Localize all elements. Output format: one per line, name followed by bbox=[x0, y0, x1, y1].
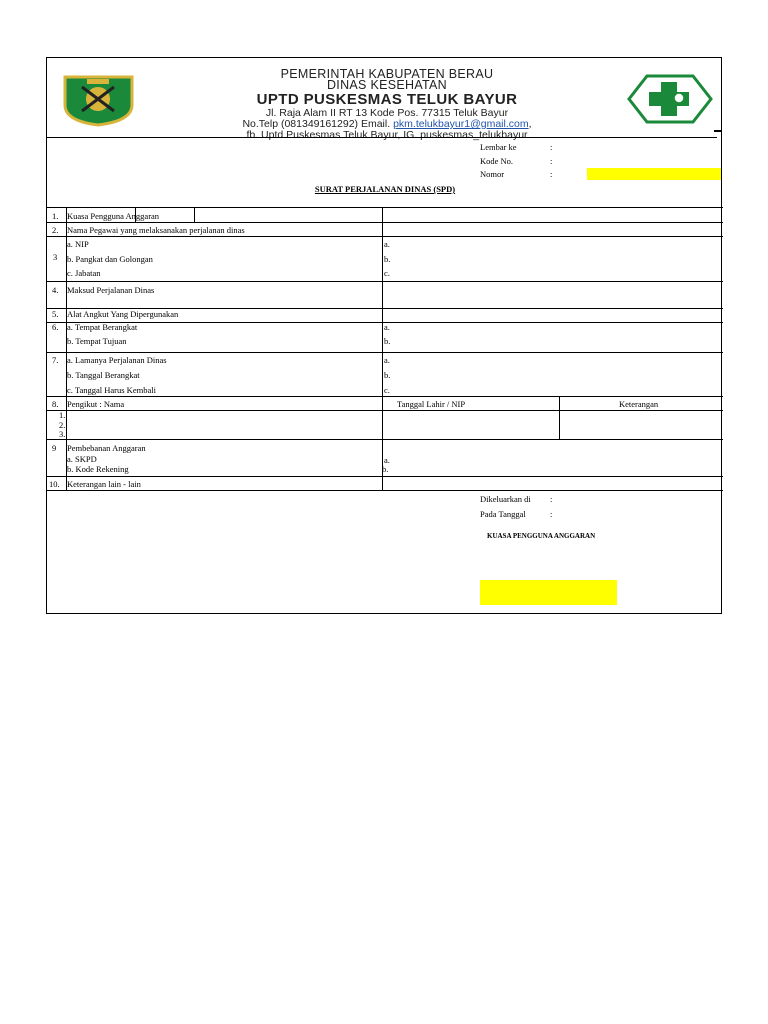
row-8-number: 8. bbox=[52, 399, 59, 409]
lembar-ke-colon: : bbox=[550, 142, 553, 152]
row-6-departure-value: a. bbox=[384, 322, 390, 332]
row-1-label: Kuasa Pengguna Anggaran bbox=[67, 211, 160, 221]
letterhead-phone: No.Telp (081349161292) Email. bbox=[242, 118, 394, 130]
row-9-label: Pembebanan Anggaran bbox=[67, 443, 146, 453]
row-5-number: 5. bbox=[52, 309, 59, 319]
row-7-duration-value: a. bbox=[384, 355, 390, 365]
row-3-pangkat-label: b. Pangkat dan Golongan bbox=[67, 254, 153, 264]
issued-date-colon: : bbox=[550, 509, 553, 519]
row-6-destination-value: b. bbox=[384, 336, 391, 346]
letterhead-department: DINAS KESEHATAN bbox=[326, 78, 448, 92]
lembar-ke-label: Lembar ke bbox=[480, 142, 517, 152]
row-9-number: 9 bbox=[52, 443, 57, 453]
kode-no-colon: : bbox=[550, 156, 553, 166]
letterhead-social: fb. Uptd Puskesmas Teluk Bayur, IG. puskesmas_telukbayur bbox=[246, 129, 528, 141]
row-3-nip-label: a. NIP bbox=[67, 239, 89, 249]
row-9-skpd-label: a. SKPD bbox=[67, 454, 97, 464]
signatory-title: KUASA PENGGUNA ANGGARAN bbox=[487, 532, 596, 540]
berau-regency-emblem-icon bbox=[57, 71, 140, 127]
row-7-duration-label: a. Lamanya Perjalanan Dinas bbox=[67, 355, 167, 365]
table-line bbox=[47, 410, 723, 411]
row-2-number: 2. bbox=[52, 225, 59, 235]
spd-form bbox=[46, 57, 722, 614]
row-10-label: Keterangan lain - lain bbox=[67, 479, 141, 489]
row-8-notes-header: Keterangan bbox=[619, 399, 659, 409]
letterhead bbox=[177, 68, 597, 141]
row-3-nip-value: a. bbox=[384, 239, 390, 249]
row-9-account-code-label: b. Kode Rekening bbox=[67, 464, 129, 474]
table-line bbox=[47, 207, 723, 208]
row-3-pangkat-value: b. bbox=[384, 254, 391, 264]
kode-no-label: Kode No. bbox=[480, 156, 514, 166]
issued-at-colon: : bbox=[550, 494, 553, 504]
row-1-number: 1. bbox=[52, 211, 59, 221]
row-7-number: 7. bbox=[52, 355, 59, 365]
row-8-follower-3: 3. bbox=[59, 429, 66, 439]
row-7-depart-date-value: b. bbox=[384, 370, 391, 380]
row-9-skpd-value: a. bbox=[384, 455, 390, 465]
table-line bbox=[47, 236, 723, 237]
row-2-label: Nama Pegawai yang melaksanakan perjalanan dinas bbox=[67, 225, 245, 235]
row-3-jabatan-label: c. Jabatan bbox=[67, 268, 101, 278]
document-title: SURAT PERJALANAN DINAS (SPD) bbox=[314, 184, 456, 194]
row-8-follower-1: 1. bbox=[59, 410, 66, 420]
row-6-destination-label: b. Tempat Tujuan bbox=[67, 336, 127, 346]
nomor-highlight-field[interactable] bbox=[587, 168, 721, 180]
row-4-number: 4. bbox=[52, 285, 59, 295]
table-col-line bbox=[194, 207, 195, 222]
row-6-departure-label: a. Tempat Berangkat bbox=[67, 322, 138, 332]
nomor-colon: : bbox=[550, 169, 553, 179]
row-8-follower-2: 2. bbox=[59, 420, 66, 430]
row-9-account-code-value: b. bbox=[382, 464, 389, 474]
table-line bbox=[47, 281, 723, 282]
header-divider-tick bbox=[714, 130, 722, 132]
table-col-line bbox=[382, 207, 383, 490]
row-7-return-date-label: c. Tanggal Harus Kembali bbox=[67, 385, 156, 395]
table-line bbox=[47, 439, 723, 440]
header-divider bbox=[47, 137, 717, 138]
nomor-label: Nomor bbox=[480, 169, 505, 179]
letterhead-institution: UPTD PUSKESMAS TELUK BAYUR bbox=[256, 91, 518, 108]
table-line bbox=[47, 490, 723, 491]
letterhead-address: Jl. Raja Alam II RT 13 Kode Pos. 77315 Teluk Bayur bbox=[265, 107, 509, 119]
row-6-number: 6. bbox=[52, 322, 59, 332]
row-3-jabatan-value: c. bbox=[384, 268, 390, 278]
row-5-label: Alat Angkut Yang Dipergunakan bbox=[67, 309, 179, 319]
row-3-number: 3 bbox=[53, 252, 58, 262]
table-line bbox=[47, 476, 723, 477]
table-line bbox=[47, 396, 723, 397]
letterhead-email-link[interactable]: pkm.telukbayur1@gmail.com bbox=[393, 118, 529, 130]
row-8-label: Pengikut : Nama bbox=[67, 399, 125, 409]
row-8-birthdate-header: Tanggal Lahir / NIP bbox=[397, 399, 466, 409]
issued-date-label: Pada Tanggal bbox=[480, 509, 526, 519]
row-7-return-date-value: c. bbox=[384, 385, 390, 395]
issued-at-label: Dikeluarkan di bbox=[480, 494, 531, 504]
table-line bbox=[47, 222, 723, 223]
row-10-number: 10. bbox=[49, 479, 60, 489]
letterhead-comma: , bbox=[528, 118, 532, 130]
signature-highlight-field[interactable] bbox=[480, 580, 617, 605]
letterhead-government: PEMERINTAH KABUPATEN BERAU bbox=[280, 67, 494, 81]
row-7-depart-date-label: b. Tanggal Berangkat bbox=[67, 370, 140, 380]
puskesmas-cross-logo-icon bbox=[627, 74, 713, 124]
table-line bbox=[47, 352, 723, 353]
row-4-label: Maksud Perjalanan Dinas bbox=[67, 285, 155, 295]
table-col-line bbox=[559, 396, 560, 439]
